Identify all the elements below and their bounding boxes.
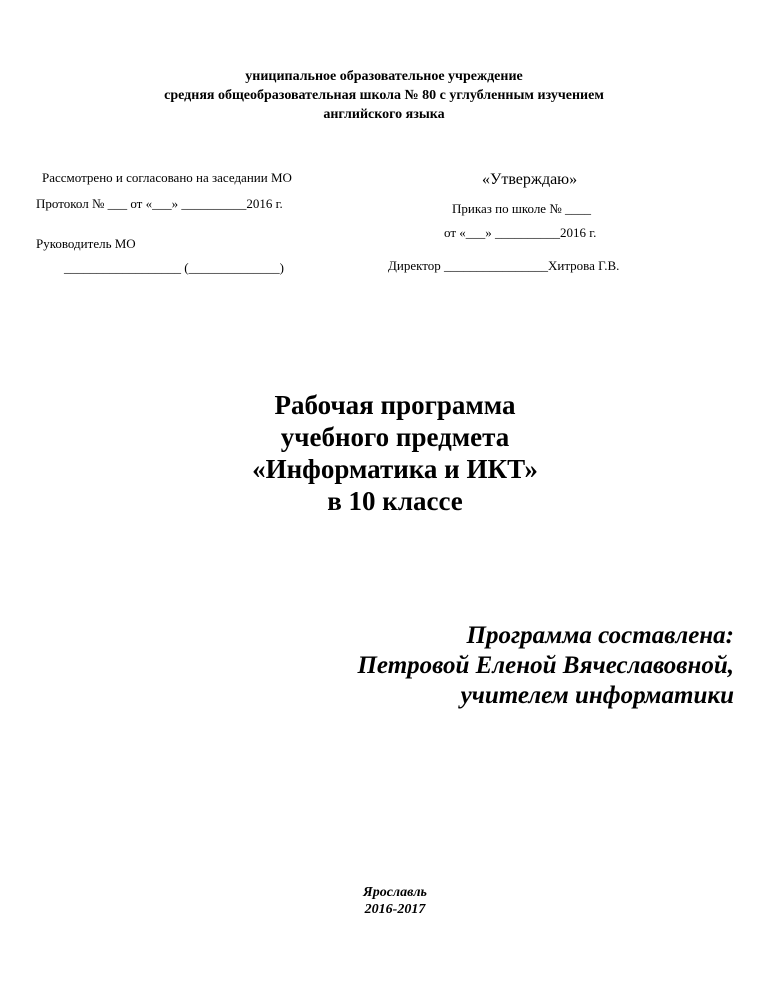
considered-text: Рассмотрено и согласовано на заседании МО [42,170,292,185]
author-heading: Программа составлена: [466,622,734,649]
program-title-line2: учебного предмета [280,422,510,452]
city: Ярославль [363,885,427,900]
author-position: учителем информатики [460,682,734,709]
protocol-line: Протокол № ___ от «___» __________2016 г. [36,196,283,211]
head-of-mo-label: Руководитель МО [36,236,136,251]
school-name-line3: английского языка [323,107,445,122]
order-date-line: от «___» __________2016 г. [444,225,597,240]
school-name-line1: униципальное образовательное учреждение [245,69,523,84]
director-signature-line: Директор ________________Хитрова Г.В. [388,258,620,273]
head-signature-line: __________________ (______________) [64,260,284,275]
author-name: Петровой Еленой Вячеславовной, [357,652,734,679]
program-title-line4: в 10 классе [327,486,463,516]
school-name-line2: средняя общеобразовательная школа № 80 с углубленным изучением [164,88,604,103]
program-title-line1: Рабочая программа [274,390,516,420]
approve-text: «Утверждаю» [482,171,578,188]
program-title-line3: «Информатика и ИКТ» [252,454,538,484]
academic-years: 2016-2017 [364,902,426,917]
school-order-line: Приказ по школе № ____ [452,201,591,216]
